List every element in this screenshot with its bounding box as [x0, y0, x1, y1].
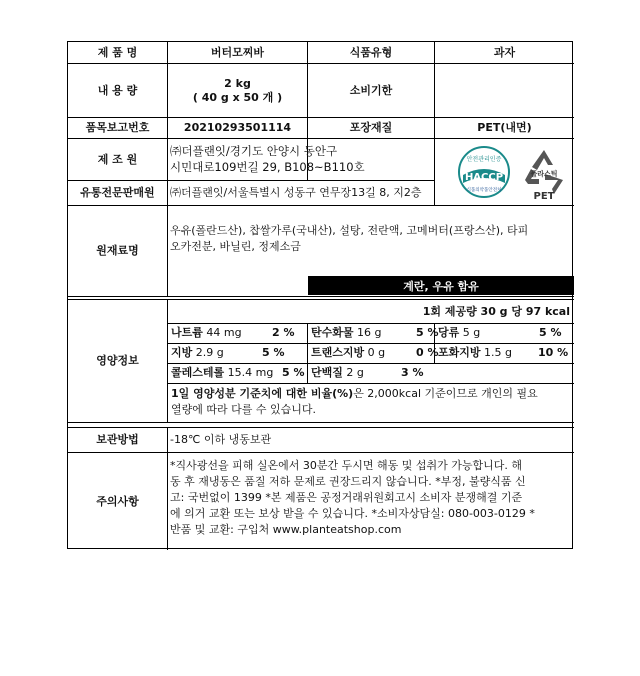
haccp-logo: [457, 145, 511, 199]
pet-recycle-icon: [517, 146, 571, 200]
nutrient-cholesterol: 콜레스테롤 15.4 mg: [171, 366, 274, 379]
distributor-label: 유통전문판매원: [80, 186, 155, 199]
row-divider: [68, 422, 574, 423]
nutrient-sugar-pct: 5 %: [539, 326, 562, 339]
nutrient-trans-fat: 트랜스지방 0 g: [311, 346, 386, 359]
content-label: 내 용 량: [97, 83, 138, 97]
product-name-label: 제 품 명: [97, 45, 138, 59]
col-divider: [307, 323, 308, 383]
caution-line: 동 후 재냉동은 품질 저하 문제로 권장드리지 않습니다. *부정, 불량식품 신: [170, 475, 526, 488]
label-table: [67, 41, 573, 549]
row-divider: [68, 296, 574, 297]
nutrient-fat: 지방 2.9 g: [171, 346, 224, 359]
distributor-value: ㈜더플랜잇/서울특별시 성동구 연무장13길 8, 지2층: [170, 186, 422, 199]
nutrient-trans-fat-pct: 0 %: [416, 346, 439, 359]
nutrient-protein-pct: 3 %: [401, 366, 424, 379]
food-type-label: 식품유형: [349, 45, 393, 59]
caution-line: 반품 및 교환: 구입처 www.planteatshop.com: [170, 523, 402, 536]
nutrient-sodium-pct: 2 %: [272, 326, 295, 339]
nutrition-divider: [168, 323, 574, 324]
caution-label: 주의사항: [96, 494, 139, 508]
packaging-label: 포장재질: [349, 121, 393, 134]
pet-text: PET: [533, 191, 555, 200]
nutrient-cholesterol-pct: 5 %: [282, 366, 305, 379]
maker-line1: ㈜더플랜잇/경기도 안양시 동안구: [170, 144, 338, 158]
report-number-label: 품목보고번호: [85, 121, 150, 134]
nutrition-note-rest: 은 2,000kcal 기준이므로 개인의 필요: [353, 387, 538, 400]
ingredients-line2: 오카전분, 바닐린, 정제소금: [170, 240, 301, 253]
serving-info: 1회 제공량 30 g 당 97 kcal: [422, 305, 570, 318]
allergen-banner: 계란, 우유 함유: [308, 276, 574, 295]
expiry-label: 소비기한: [349, 83, 393, 97]
nutrition-note-bold: 1일 영양성분 기준치에 대한 비율(%): [171, 387, 354, 400]
caution-line: *직사광선을 피해 실온에서 30분간 두시면 해동 및 섭취가 가능합니다. 해: [170, 459, 522, 472]
haccp-small-text: 안전관리인증: [466, 156, 502, 163]
product-name-value: 버터모찌바: [210, 45, 265, 59]
ingredients-line1: 우유(폴란드산), 찹쌀가루(국내산), 설탕, 전란액, 고메버터(프랑스산), 타피: [170, 224, 529, 237]
nutrition-label: 영양정보: [96, 354, 139, 367]
haccp-sub-text: 식품의약품안전처: [466, 188, 502, 193]
nutrient-sodium: 나트륨 44 mg: [171, 326, 242, 339]
food-type-value: 과자: [493, 45, 516, 59]
recycle-text: 플라스틱: [530, 170, 558, 178]
storage-label: 보관방법: [96, 433, 139, 446]
nutrient-sat-fat: 포화지방 1.5 g: [438, 346, 512, 359]
nutrient-protein: 단백질 2 g: [311, 366, 364, 379]
col-divider: [167, 427, 168, 550]
nutrient-sat-fat-pct: 10 %: [538, 346, 569, 359]
caution-line: 고: 국번없이 1399 *본 제품은 공정거래위원회고시 소비자 분쟁해결 기준: [170, 491, 523, 504]
nutrition-note-line1: [171, 386, 538, 402]
maker-line2: 시민대로109번길 29, B108~B110호: [170, 160, 365, 174]
caution-line: 에 의거 교환 또는 보상 받을 수 있습니다. *소비자상담실: 080-003-0129 *: [170, 507, 535, 520]
nutrient-sugar: 당류 5 g: [438, 326, 481, 339]
nutrition-note-line2: 열량에 따라 다를 수 있습니다.: [171, 403, 316, 416]
nutrition-divider: [168, 383, 574, 384]
content-weight: 2 kg: [224, 76, 251, 90]
content-value: [168, 64, 307, 117]
nutrition-divider: [168, 343, 574, 344]
haccp-main-text: HACCP: [464, 172, 504, 183]
ingredients-label: 원재료명: [96, 244, 139, 257]
nutrient-fat-pct: 5 %: [262, 346, 285, 359]
nutrient-carbs: 탄수화물 16 g: [311, 326, 382, 339]
packaging-value: PET(내면): [477, 121, 532, 134]
storage-value: -18℃ 이하 냉동보관: [170, 433, 272, 446]
report-number-value: 20210293501114: [183, 121, 292, 134]
content-count: ( 40 g x 50 개 ): [192, 90, 283, 104]
maker-label: 제 조 원: [97, 152, 138, 166]
nutrient-carbs-pct: 5 %: [416, 326, 439, 339]
nutrition-divider: [168, 363, 574, 364]
expiry-value: [435, 64, 574, 117]
